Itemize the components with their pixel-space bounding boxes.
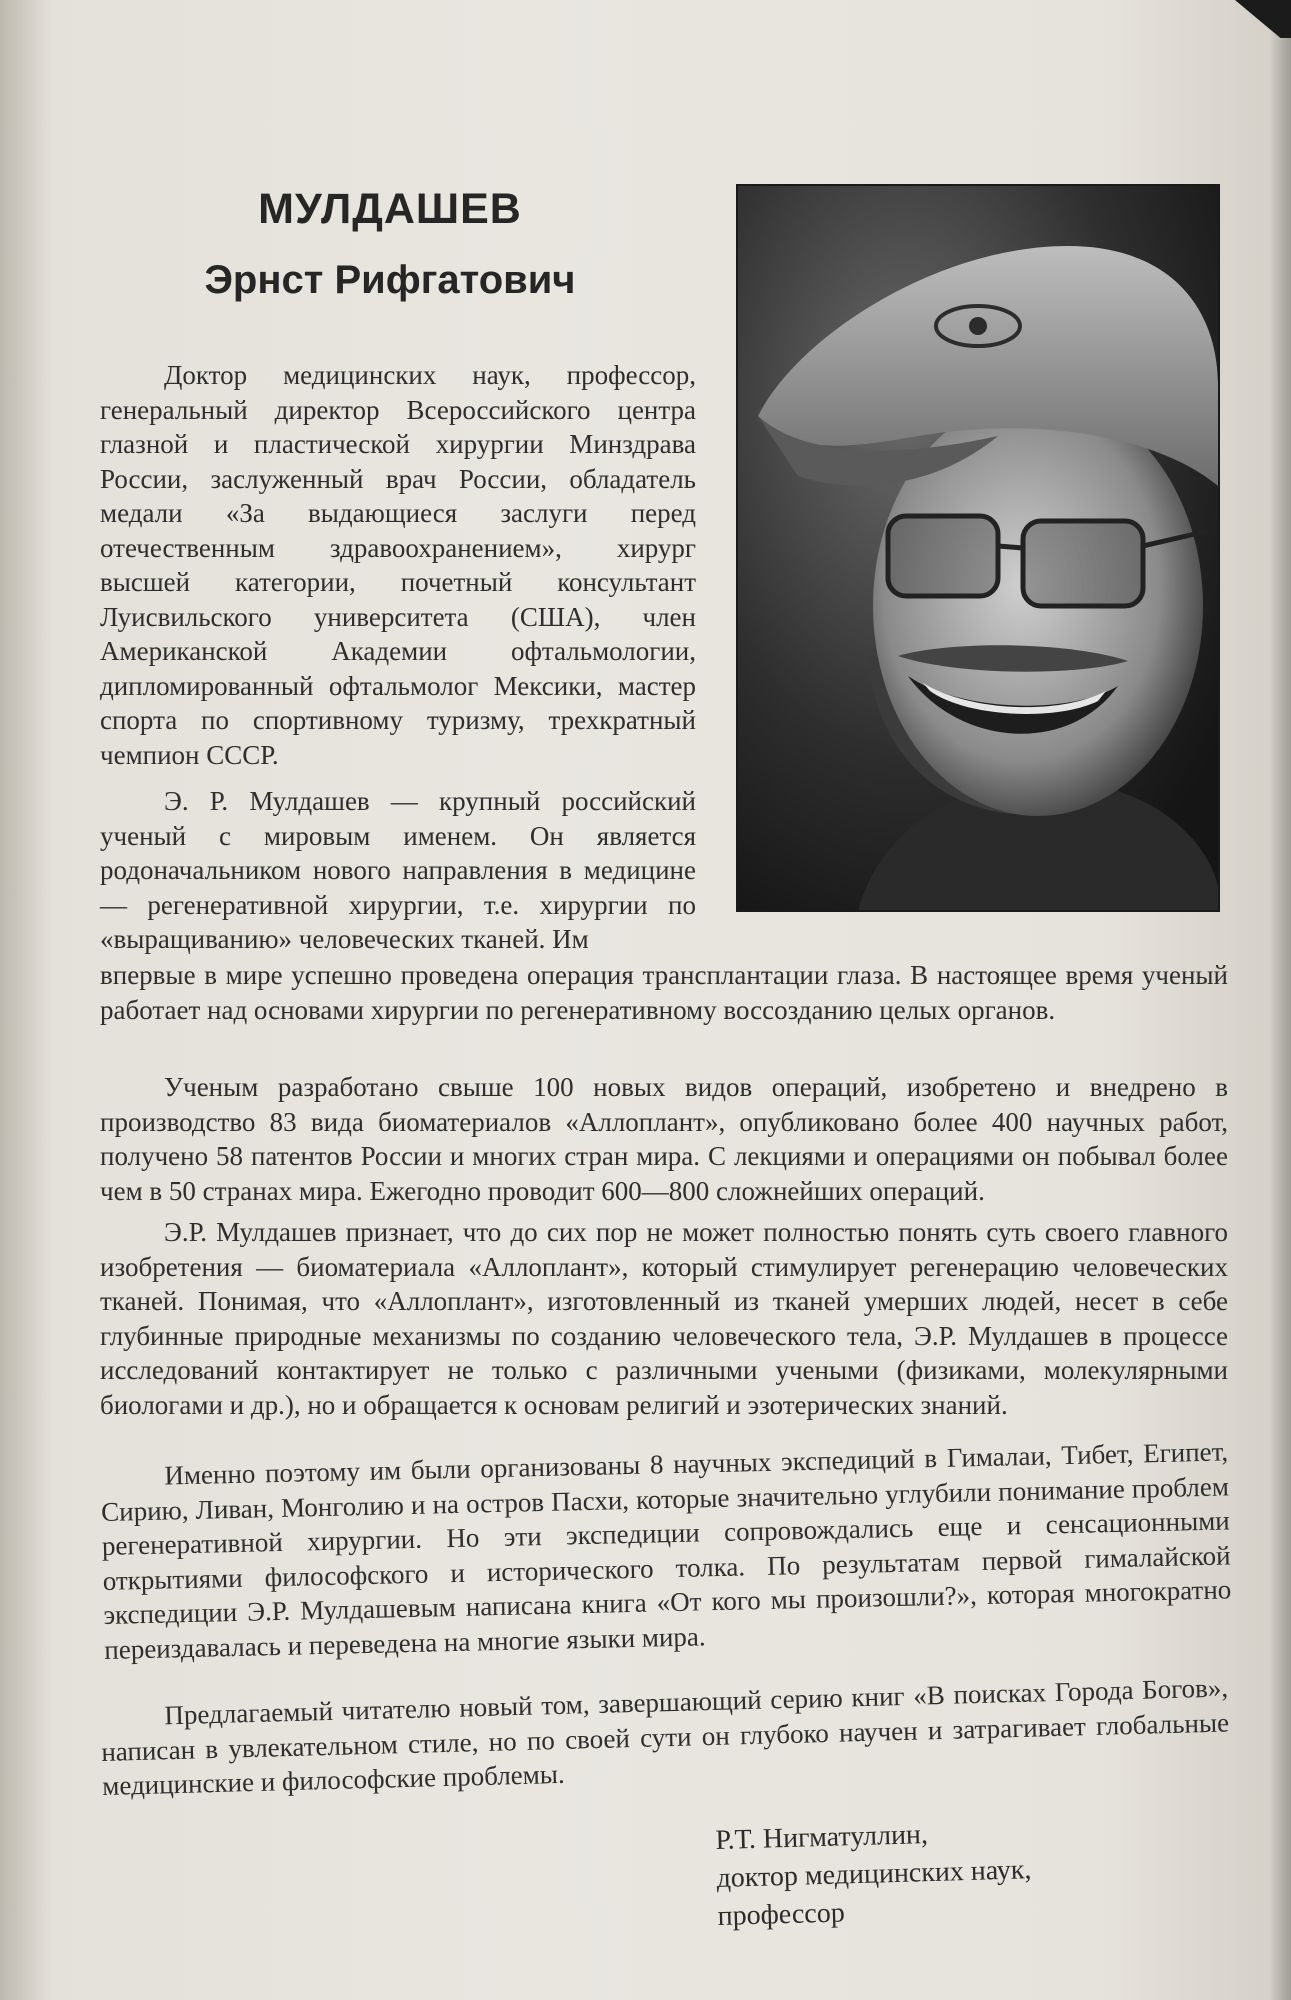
bio-paragraph-4: Э.Р. Мулдашев признает, что до сих пор не может полностью понять суть своего главного изобретения — биоматериала «Аллоплант», который стимулирует регенерацию человеческих тканей. Понимая, что «Аллоплант», изготовленный из тканей умерших людей, несет в себе глубинные природные механизмы по созданию человеческого тела, Э.Р. Мулдашев в процессе исследований контактирует не только с различными учеными (физиками, молекулярными биологами и др.), но и обращается к основам религий и эзотерических знаний. [100, 1217, 1228, 1420]
author-given-name: Эрнст Рифгатович [204, 258, 576, 302]
bio-paragraph-2-continued: впервые в мире успешно проведена операция трансплантации глаза. В настоящее время ученый работает над основами хирургии по регенеративному воссозданию целых органов. [100, 960, 1228, 1025]
signature-block [715, 1811, 1118, 1936]
book-cover-corner [1221, 0, 1291, 38]
page-binding-shadow [1269, 0, 1291, 2000]
bio-paragraph-5: Именно поэтому им были организованы 8 научных экспедиций в Гималаи, Тибет, Египет, Сирию, Ливан, Монголию и на остров Пасхи, которые значительно углубили понимание проблем регенеративной хирургии. Но эти экспедиции сопровождались еще и сенсационными открытиями философского и исторического толка. По результатам первой гималайской экспедиции Э.Р. Мулдашевым написана книга «От кого мы произошли?», которая многократно переиздавалась и переведена на многие языки мира. [100, 1436, 1232, 1665]
signature-title: профессор [717, 1897, 846, 1932]
bio-paragraph-1: Доктор медицинских наук, профессор, генеральный директор Всероссийского центра глазной и пластической хирургии Минздрава России, заслуженный врач России, обладатель медали «За выдающиеся заслуги перед отечественным здравоохранением», хирург высшей категории, почетный консультант Луисвильского университета (США), член Американской Академии офтальмологии, дипломированный офтальмолог Мексики, мастер спорта по спортивному туризму, трехкратный чемпион СССР. [100, 360, 696, 770]
signature-name: Р.Т. Нигматуллин, [715, 1819, 929, 1856]
author-surname: МУЛДАШЕВ [258, 185, 522, 233]
bio-paragraph-2: Э. Р. Мулдашев — крупный российский ученый с мировым именем. Он является родоначальником нового направления в медицине — регенеративной хирургии, т.е. хирургии по «выращиванию» человеческих тканей. Им [100, 786, 696, 954]
author-portrait-photo [738, 186, 1218, 910]
portrait-illustration [738, 186, 1218, 910]
bio-paragraph-6: Предлагаемый читателю новый том, завершающий серию книг «В поисках Города Богов», написан в увлекательном стиле, но по своей сути он глубоко научен и затрагивает глобальные медицинские и философские проблемы. [100, 1672, 1230, 1801]
signature-degree: доктор медицинских наук, [716, 1854, 1032, 1894]
bio-paragraph-3: Ученым разработано свыше 100 новых видов операций, изобретено и внедрено в производство 83 вида биоматериалов «Аллоплант», опубликовано более 400 научных работ, получено 58 патентов России и многих стран мира. С лекциями и операциями он побывал более чем в 50 странах мира. Ежегодно проводит 600—800 сложнейших операций. [100, 1072, 1228, 1206]
